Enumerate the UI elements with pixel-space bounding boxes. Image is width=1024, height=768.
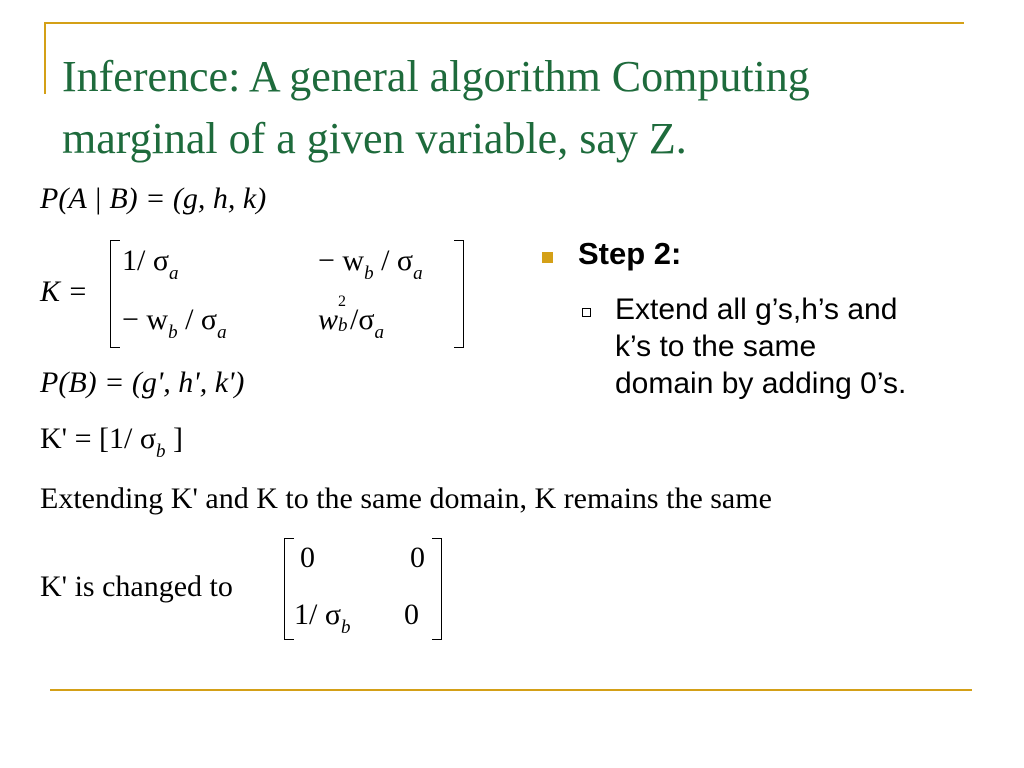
changed-label: K' is changed to [40,570,233,603]
k-matrix-r1c2 [318,244,423,284]
sub-bullet-marker [582,308,591,317]
step-bullet-marker [542,252,553,263]
k-r1c2-mid: / σ [373,244,414,277]
k-r2c1-pre: − w [122,303,169,336]
k-r2c2-sub2: a [374,322,385,343]
p-ab-h: h [212,182,228,215]
title-line-2: marginal of a given variable, say Z. [62,114,687,163]
title-top-rule [44,22,964,24]
k-r2c2-supsub [338,293,350,336]
equation-p-a-given-b [40,182,266,216]
k-r2c2-sub1: b [338,315,348,336]
k-r1c2-sub2: a [413,263,423,284]
step-description-line-3: domain by adding 0’s. [615,367,907,400]
equation-p-b: P(B) = (g', h', k') [40,366,245,399]
slide-title [62,46,992,170]
step-label: Step 2: [578,236,682,271]
k-r1c1-main: 1/ σ [122,244,170,277]
k-r2c2-mid: /σ [350,303,375,336]
changed-matrix-left-bracket [284,538,294,640]
changed-matrix-r1c1: 0 [300,541,315,574]
footer-rule [50,689,972,691]
title-left-rule [44,22,46,94]
equation-k-label: K = [40,275,88,308]
k-prime-sub: b [156,441,166,462]
k-r1c2-pre: − w [318,244,365,277]
k-matrix-left-bracket [110,240,120,348]
k-prime-pre: K' = [1/ σ [40,422,156,455]
k-r2c2-pre: w [318,303,339,336]
k-matrix-r1c1 [122,244,179,284]
k-prime-post: ] [165,422,183,455]
p-ab-g: g [182,182,198,215]
p-ab-left: P(A | B) = ( [40,182,183,215]
equation-k-prime [40,422,183,462]
k-r2c1-mid: / σ [177,303,218,336]
p-ab-k: k [242,182,257,215]
step-description [615,291,906,402]
k-r1c1-sub: a [169,263,179,284]
changed-r2c1-sub: b [341,617,351,638]
k-matrix-right-bracket [454,240,464,348]
changed-r2c1-main: 1/ σ [294,598,342,631]
k-r2c2-sup: 2 [338,293,347,310]
changed-matrix-r1c2: 0 [410,541,425,574]
p-ab-close: ) [256,182,267,215]
step-description-line-1: Extend all g’s,h’s and [615,293,898,326]
changed-matrix-r2c2: 0 [404,598,419,631]
k-r2c1-sub2: a [217,322,227,343]
p-ab-comma2: , [227,182,243,215]
k-matrix-r2c2 [318,293,385,343]
k-matrix-r2c1 [122,303,227,343]
changed-matrix-r2c1 [294,598,351,638]
p-ab-comma1: , [197,182,213,215]
title-line-1: Inference: A general algorithm Computing [62,52,810,101]
changed-matrix-right-bracket [432,538,442,640]
step-description-line-2: k’s to the same [615,330,817,363]
k-r2c1-sub1: b [168,322,178,343]
k-r1c2-sub1: b [364,263,374,284]
extending-statement: Extending K' and K to the same domain, K remains the same [40,482,772,515]
